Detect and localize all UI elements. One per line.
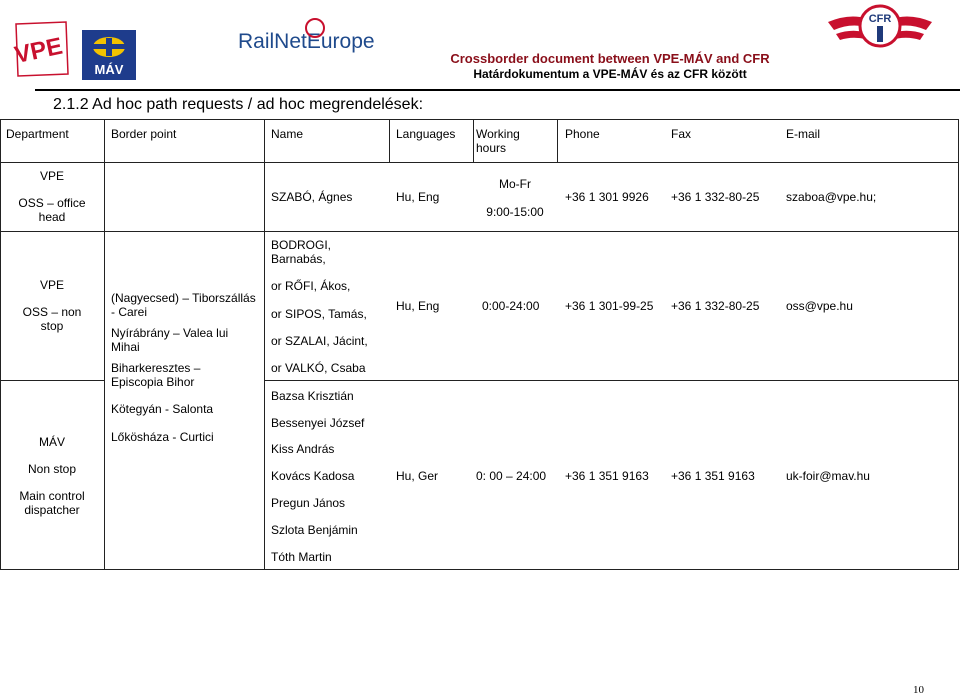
row1-name: SZABÓ, Ágnes (271, 190, 353, 204)
vpe-logo (10, 18, 72, 80)
column-header-name: Name (271, 127, 304, 141)
row2-email[interactable]: oss@vpe.hu (786, 299, 853, 313)
border-point-3: Biharkeresztes – Episcopia Bihor (111, 361, 201, 389)
border-point-4: Kötegyán - Salonta (111, 402, 214, 416)
row2-languages: Hu, Eng (396, 299, 440, 313)
row1-department-role: OSS – office head (18, 196, 86, 224)
row1-fax: +36 1 332-80-25 (671, 190, 760, 204)
row2-phone: +36 1 301-99-25 (565, 299, 654, 313)
row3-fax: +36 1 351 9163 (671, 469, 755, 483)
svg-text:MÁV: MÁV (94, 62, 124, 77)
svg-text:CFR: CFR (868, 13, 892, 25)
railneteurope-logo (238, 18, 388, 58)
column-header-department: Department (6, 127, 69, 141)
svg-text:VPE: VPE (12, 32, 65, 70)
row3-name-1: Bazsa Krisztián (271, 389, 354, 403)
row3-department-schedule: Non stop (27, 462, 77, 476)
row3-department-role: Main control dispatcher (19, 489, 85, 517)
border-point-1: (Nagyecsed) – Tiborszállás - Carei (111, 291, 256, 319)
row3-name-2: Bessenyei József (271, 416, 365, 430)
row1-hours-time: 9:00-15:00 (486, 205, 544, 219)
page-number: 10 (913, 684, 924, 696)
row2-department-org: VPE (39, 278, 64, 292)
cfr-logo (826, 2, 934, 58)
svg-text:RailNetEurope: RailNetEurope (238, 30, 375, 53)
document-title: Crossborder document between VPE-MÁV and CFR (450, 51, 770, 66)
row2-name-3: or SIPOS, Tamás, (271, 307, 367, 321)
row2-name-5: or VALKÓ, Csaba (271, 361, 366, 375)
mav-logo (82, 30, 136, 80)
document-subtitle: Határdokumentum a VPE-MÁV és az CFR között (473, 67, 747, 81)
row1-email[interactable]: szaboa@vpe.hu; (786, 190, 877, 204)
row2-name-1: BODROGI, Barnabás, (271, 238, 332, 266)
column-header-languages: Languages (396, 127, 456, 141)
row3-department-org: MÁV (38, 435, 65, 449)
row3-name-7: Tóth Martin (271, 550, 332, 564)
row2-department-role: OSS – non stop (22, 305, 82, 333)
header-divider (35, 89, 960, 91)
row2-name-2: or RŐFI, Ákos, (271, 279, 351, 293)
row3-name-6: Szlota Benjámin (271, 523, 358, 537)
row2-name-4: or SZALAI, Jácint, (271, 334, 368, 348)
row2-fax: +36 1 332-80-25 (671, 299, 760, 313)
row1-department-org: VPE (39, 169, 64, 183)
border-point-5: Lőkösháza - Curtici (111, 430, 214, 444)
border-point-2: Nyírábrány – Valea lui Mihai (111, 326, 229, 354)
section-heading: 2.1.2 Ad hoc path requests / ad hoc megrendelések: (53, 96, 424, 113)
column-header-border-point: Border point (111, 127, 177, 141)
row3-languages: Hu, Ger (396, 469, 439, 483)
column-header-phone: Phone (565, 127, 600, 141)
row3-name-3: Kiss András (271, 442, 335, 456)
row3-phone: +36 1 351 9163 (565, 469, 649, 483)
row1-hours-days: Mo-Fr (499, 177, 531, 191)
row3-hours: 0: 00 – 24:00 (476, 469, 547, 483)
column-header-fax: Fax (671, 127, 692, 141)
row3-email[interactable]: uk-foir@mav.hu (786, 469, 870, 483)
column-header-working-hours: Working hours (476, 127, 520, 155)
column-header-email: E-mail (786, 127, 821, 141)
row1-languages: Hu, Eng (396, 190, 440, 204)
row3-name-5: Pregun János (271, 496, 346, 510)
row2-hours: 0:00-24:00 (482, 299, 540, 313)
row1-phone: +36 1 301 9926 (565, 190, 649, 204)
row3-name-4: Kovács Kadosa (271, 469, 355, 483)
